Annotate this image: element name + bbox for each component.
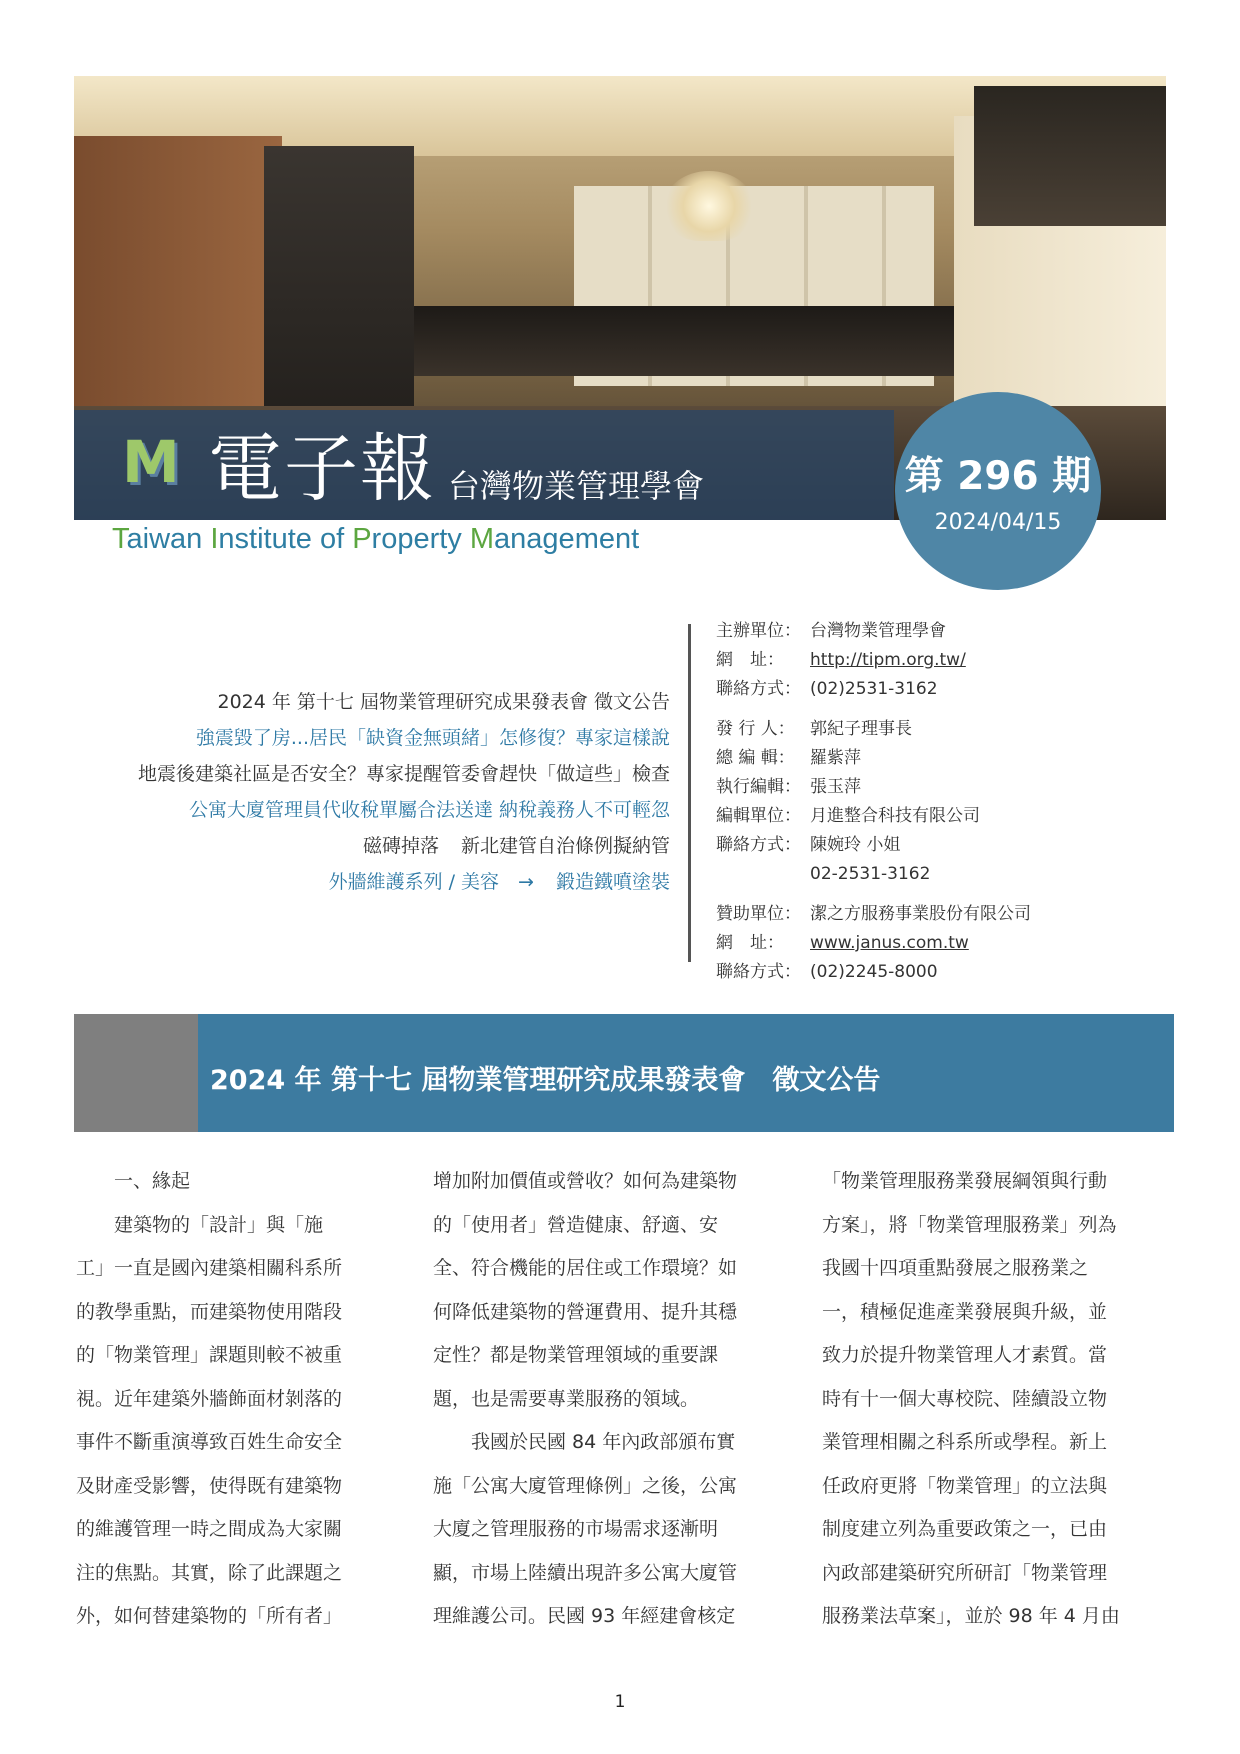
org-name-cn: 台灣物業管理學會 bbox=[448, 467, 705, 505]
org-en-cap: P bbox=[352, 523, 372, 555]
info-label: 發 行 人： bbox=[716, 719, 795, 739]
text-line: 增加附加價值或營收？如何為建築物 bbox=[433, 1170, 738, 1192]
text-line: 理維護公司。民國 93 年經建會核定 bbox=[433, 1605, 736, 1627]
info-label: 編輯單位： bbox=[716, 806, 801, 826]
info-label: 網 址： bbox=[716, 933, 784, 953]
toc-item-wall-maintenance[interactable] bbox=[50, 864, 670, 900]
org-en-part: anagement bbox=[494, 523, 640, 555]
publisher-info bbox=[716, 617, 1156, 987]
text-line: 全、符合機能的居住或工作環境？如 bbox=[433, 1257, 738, 1279]
text-line: 「物業管理服務業發展綱領與行動 bbox=[822, 1170, 1108, 1192]
info-value: 郭紀子理事長 bbox=[810, 719, 912, 739]
chandelier-icon bbox=[664, 171, 754, 241]
info-value: (02)2531-3162 bbox=[810, 679, 938, 699]
toc-item-tile-falling[interactable] bbox=[50, 828, 670, 864]
sponsor-contact-line bbox=[716, 958, 1156, 987]
text-line: 工」一直是國內建築相關科系所 bbox=[76, 1257, 343, 1279]
chief-editor-line bbox=[716, 744, 1156, 773]
sponsor-website-line bbox=[716, 929, 1156, 958]
text-line: 內政部建築研究所研訂「物業管理 bbox=[822, 1561, 1108, 1584]
info-value: 月進整合科技有限公司 bbox=[810, 806, 980, 826]
text-line: 我國十四項重點發展之服務業之 bbox=[822, 1257, 1089, 1279]
info-label: 執行編輯： bbox=[716, 777, 801, 797]
info-value: 潔之方服務事業股份有限公司 bbox=[810, 904, 1031, 924]
text-line: 的維護管理一時之間成為大家關 bbox=[76, 1518, 343, 1540]
info-label: 主辦單位： bbox=[716, 621, 801, 641]
org-en-part: aiwan bbox=[126, 523, 211, 555]
sponsor-website-link[interactable]: www.janus.com.tw bbox=[810, 933, 969, 953]
text-line: 顯，市場上陸續出現許多公寓大廈管 bbox=[433, 1561, 738, 1584]
contact-line bbox=[716, 675, 1156, 704]
text-line: 施「公寓大廈管理條例」之後，公寓 bbox=[433, 1474, 738, 1497]
org-en-part: nstitute of bbox=[218, 523, 353, 555]
text-line: 事件不斷重演導致百姓生命安全 bbox=[76, 1431, 343, 1453]
org-en-cap: M bbox=[469, 523, 495, 555]
text-line: 方案」，將「物業管理服務業」列為 bbox=[822, 1213, 1117, 1236]
text-line: 題，也是需要專業服務的領域。 bbox=[433, 1387, 700, 1410]
org-en-part: roperty bbox=[371, 523, 470, 555]
section-title: 2024 年 第十七 屆物業管理研究成果發表會 徵文公告 bbox=[210, 1065, 881, 1096]
edit-unit-line bbox=[716, 802, 1156, 831]
text-line: 何降低建築物的營運費用、提升其穩 bbox=[433, 1300, 738, 1323]
table-of-contents bbox=[50, 684, 670, 900]
text-line: 的「物業管理」課題則較不被重 bbox=[76, 1344, 343, 1366]
text-line: 一、緣起 bbox=[114, 1170, 191, 1192]
toc-item-part: 外牆維護系列 / 美容 → bbox=[328, 871, 534, 893]
section-accent bbox=[74, 1014, 198, 1132]
photo-shelf bbox=[974, 86, 1166, 226]
text-line: 定性？都是物業管理領域的重要課 bbox=[433, 1344, 719, 1366]
text-line: 外，如何替建築物的「所有者」 bbox=[76, 1605, 343, 1627]
info-value: (02)2245-8000 bbox=[810, 962, 938, 982]
org-en-cap: I bbox=[210, 523, 219, 555]
divider bbox=[688, 624, 691, 962]
article-column-1 bbox=[76, 1160, 376, 1639]
text-line: 建築物的「設計」與「施 bbox=[114, 1213, 324, 1236]
info-value: 台灣物業管理學會 bbox=[810, 621, 946, 641]
info-label: 總 編 輯： bbox=[716, 748, 795, 768]
edit-phone-line: 02-2531-3162 bbox=[810, 864, 931, 884]
article-column-3 bbox=[822, 1160, 1122, 1639]
text-line: 的教學重點，而建築物使用階段 bbox=[76, 1300, 343, 1323]
text-line: 視。近年建築外牆飾面材剝落的 bbox=[76, 1387, 343, 1410]
text-line: 致力於提升物業管理人才素質。當 bbox=[822, 1344, 1108, 1366]
text-line: 任政府更將「物業管理」的立法與 bbox=[822, 1474, 1108, 1497]
logo-icon: M bbox=[122, 428, 180, 496]
toc-item-part: 新北建管自治條例擬納管 bbox=[460, 835, 670, 857]
toc-item-earthquake-repair[interactable]: 強震毀了房...居民「缺資金無頭緒」怎修復？專家這樣說 bbox=[195, 727, 670, 749]
toc-item-tax-notice[interactable]: 公寓大廈管理員代收稅單屬合法送達 納稅義務人不可輕忽 bbox=[188, 799, 670, 821]
text-line: 業管理相關之科系所或學程。新上 bbox=[822, 1431, 1108, 1453]
website-link[interactable]: http://tipm.org.tw/ bbox=[810, 650, 966, 670]
info-label: 網 址： bbox=[716, 650, 784, 670]
info-value: 陳婉玲 小姐 bbox=[810, 835, 901, 855]
info-value: 羅紫萍 bbox=[810, 748, 861, 768]
issue-date: 2024/04/15 bbox=[934, 510, 1062, 535]
photo-counter bbox=[414, 306, 994, 376]
org-name-en bbox=[112, 520, 639, 558]
text-line: 時有十一個大專校院、陸續設立物 bbox=[822, 1387, 1108, 1410]
info-label: 聯絡方式： bbox=[716, 835, 801, 855]
newsletter-title: 電子報 bbox=[208, 426, 436, 512]
issue-number: 第 296 期 bbox=[904, 454, 1092, 499]
text-line: 及財產受影響，使得既有建築物 bbox=[76, 1474, 343, 1497]
sponsor-line bbox=[716, 900, 1156, 929]
text-line: 的「使用者」營造健康、舒適、安 bbox=[433, 1213, 719, 1236]
info-value: 張玉萍 bbox=[810, 777, 861, 797]
text-line: 制度建立列為重要政策之一，已由 bbox=[822, 1518, 1108, 1540]
text-line: 服務業法草案」，並於 98 年 4 月由 bbox=[822, 1605, 1120, 1627]
toc-item-part: 磁磚掉落 bbox=[362, 835, 439, 857]
info-label: 聯絡方式： bbox=[716, 962, 801, 982]
exec-editor-line bbox=[716, 773, 1156, 802]
info-label: 聯絡方式： bbox=[716, 679, 801, 699]
text-line: 大廈之管理服務的市場需求逐漸明 bbox=[433, 1518, 719, 1540]
publisher-line bbox=[716, 715, 1156, 744]
article-column-2 bbox=[433, 1160, 738, 1639]
info-label: 贊助單位： bbox=[716, 904, 801, 924]
text-line: 注的焦點。其實，除了此課題之 bbox=[76, 1561, 343, 1584]
toc-item-part: 鍛造鐵噴塗裝 bbox=[555, 871, 670, 893]
edit-contact-line bbox=[716, 831, 1156, 860]
organizer-line bbox=[716, 617, 1156, 646]
text-line: 一，積極促進產業發展與升級，並 bbox=[822, 1300, 1108, 1323]
text-line: 我國於民國 84 年內政部頒布實 bbox=[471, 1431, 736, 1453]
page-number: 1 bbox=[614, 1692, 626, 1712]
toc-item-call-for-papers[interactable]: 2024 年 第十七 屆物業管理研究成果發表會 徵文公告 bbox=[217, 691, 670, 713]
website-line bbox=[716, 646, 1156, 675]
org-en-cap: T bbox=[112, 523, 127, 555]
toc-item-earthquake-safety[interactable]: 地震後建築社區是否安全？專家提醒管委會趕快「做這些」檢查 bbox=[137, 763, 670, 785]
